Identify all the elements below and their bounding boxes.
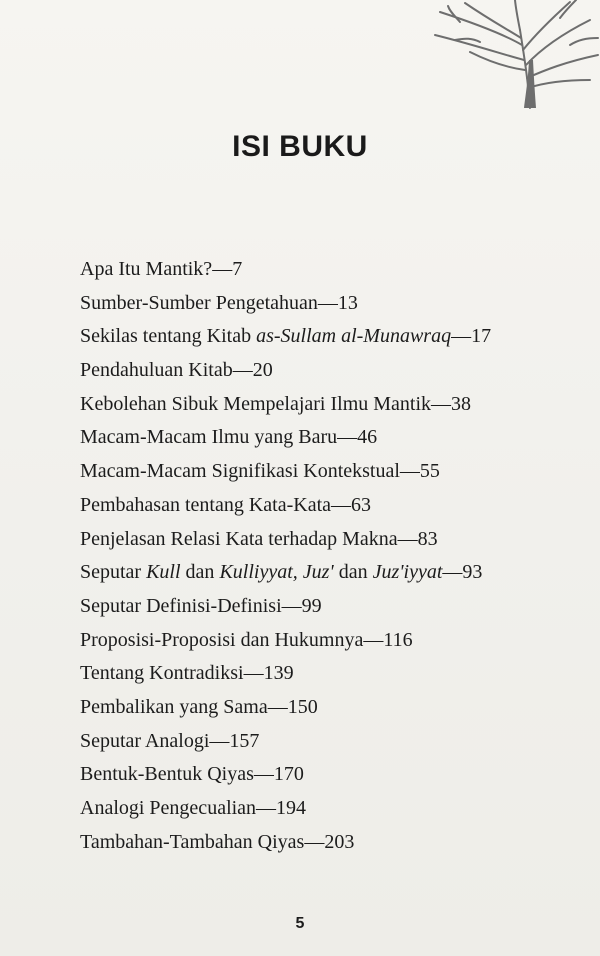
- toc-entry-text: Penjelasan Relasi Kata terhadap Makna—83: [80, 527, 438, 550]
- toc-entry-text: Pendahuluan Kitab—20: [80, 359, 273, 382]
- toc-entry-text: Analogi Pengecualian—194: [80, 797, 307, 819]
- toc-entry: [80, 762, 491, 796]
- toc-entry: [80, 493, 491, 527]
- toc-entry-text: dan: [333, 561, 373, 584]
- toc-entry-text: Sumber-Sumber Pengetahuan—13: [80, 291, 358, 314]
- toc-entry-text: —93: [442, 561, 483, 584]
- toc-entry-text: Pembalikan yang Sama—150: [80, 695, 318, 718]
- toc-entry: [80, 257, 491, 291]
- toc-entry-text: Seputar Analogi—157: [80, 729, 260, 752]
- toc-entry-text: Proposisi-Proposisi dan Hukumnya—116: [80, 628, 413, 651]
- toc-entry: [80, 527, 491, 561]
- toc-entry: [80, 459, 491, 493]
- toc-entry: [80, 560, 491, 594]
- toc-entry-text: Apa Itu Mantik?—7: [80, 258, 243, 280]
- toc-entry-text: Kebolehan Sibuk Mempelajari Ilmu Mantik—38: [80, 392, 472, 415]
- toc-entry: [80, 695, 491, 729]
- toc-entry-text: Macam-Macam Signifikasi Kontekstual—55: [80, 460, 440, 483]
- toc-entry-italic-text: Kulliyyat, Juz': [219, 561, 334, 584]
- toc-entry: [80, 324, 491, 358]
- toc-entry: [80, 425, 491, 459]
- toc-entry: [80, 796, 491, 830]
- page-title: ISI BUKU: [232, 130, 368, 164]
- table-of-contents: [80, 257, 491, 863]
- toc-entry: [80, 661, 491, 695]
- page-number: 5: [295, 915, 305, 932]
- toc-entry-text: Pembahasan tentang Kata-Kata—63: [80, 493, 372, 516]
- toc-entry-text: Tentang Kontradiksi—139: [80, 662, 294, 685]
- toc-entry-text: dan: [180, 561, 220, 584]
- toc-entry: [80, 729, 491, 763]
- toc-entry: [80, 358, 491, 392]
- toc-entry-italic-text: as-Sullam al-Munawraq: [256, 325, 452, 348]
- toc-entry-text: Tambahan-Tambahan Qiyas—203: [80, 830, 355, 853]
- tree-illustration: [420, 0, 600, 120]
- toc-entry: [80, 291, 491, 325]
- toc-entry: [80, 628, 491, 662]
- toc-entry-italic-text: Juz'iyyat: [372, 561, 443, 584]
- toc-entry-text: Seputar: [80, 561, 147, 584]
- toc-entry: [80, 594, 491, 628]
- toc-entry: [80, 830, 491, 864]
- toc-entry-text: Bentuk-Bentuk Qiyas—170: [80, 763, 304, 786]
- toc-entry-text: Seputar Definisi-Definisi—99: [80, 594, 322, 617]
- toc-entry: [80, 392, 491, 426]
- toc-entry-text: Sekilas tentang Kitab: [80, 325, 257, 348]
- toc-entry-italic-text: Kull: [146, 561, 181, 584]
- toc-entry-text: —17: [451, 325, 492, 348]
- toc-entry-text: Macam-Macam Ilmu yang Baru—46: [80, 426, 378, 449]
